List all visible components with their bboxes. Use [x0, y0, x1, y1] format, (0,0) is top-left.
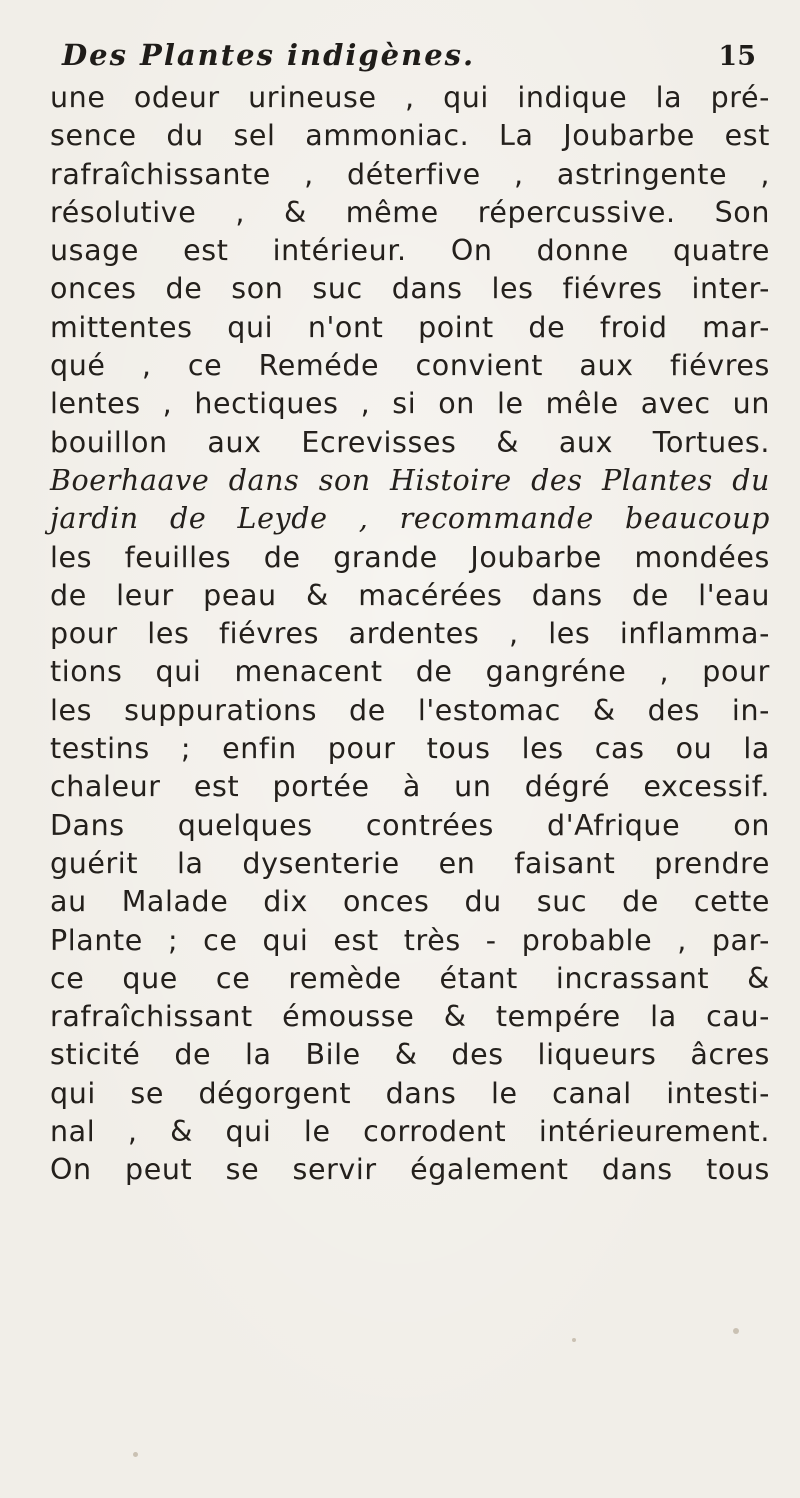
paper-speck	[733, 1328, 739, 1334]
paper-speck	[133, 1452, 138, 1457]
text-line: On peut se servir également dans tous	[50, 1153, 770, 1187]
text-line: de leur peau & macérées dans de l'eau	[50, 578, 770, 612]
paper-speck	[572, 1338, 576, 1342]
text-line: sticité de la Bile & des liqueurs âcres	[50, 1038, 770, 1072]
text-line: usage est intérieur. On donne quatre	[50, 234, 770, 268]
text-line-italic-reference: Boerhaave dans son Histoire des Plantes du	[50, 463, 770, 497]
text-line: qué , ce Reméde convient aux fiévres	[50, 349, 770, 383]
text-line: ce que ce remède étant incrassant &	[50, 961, 770, 995]
text-line: mittentes qui n'ont point de froid mar-	[50, 310, 770, 344]
text-line: onces de son suc dans les fiévres inter-	[50, 272, 770, 306]
text-line: les feuilles de grande Joubarbe mondées	[50, 540, 770, 574]
text-line: pour les fiévres ardentes , les inflamma-	[50, 617, 770, 651]
text-line: bouillon aux Ecrevisses & aux Tortues.	[50, 425, 770, 459]
text-line: Plante ; ce qui est très - probable , par-	[50, 923, 770, 957]
text-line: chaleur est portée à un dégré excessif.	[50, 770, 770, 804]
running-title: Des Plantes indigènes.	[62, 38, 476, 72]
text-line: au Malade dix onces du suc de cette	[50, 885, 770, 919]
text-line-italic-reference: jardin de Leyde , recommande beaucoup	[50, 502, 770, 536]
text-line: qui se dégorgent dans le canal intesti-	[50, 1076, 770, 1110]
text-line: lentes , hectiques , si on le mêle avec un	[50, 387, 770, 421]
text-line: testins ; enfin pour tous les cas ou la	[50, 732, 770, 766]
text-line: tions qui menacent de gangréne , pour	[50, 655, 770, 689]
page-number: 15	[718, 41, 756, 72]
text-line: Dans quelques contrées d'Afrique on	[50, 808, 770, 842]
running-head	[62, 14, 760, 72]
text-line: guérit la dysenterie en faisant prendre	[50, 846, 770, 880]
text-line: résolutive , & même répercussive. Son	[50, 195, 770, 229]
text-line: sence du sel ammoniac. La Joubarbe est	[50, 119, 770, 153]
text-line: une odeur urineuse , qui indique la pré-	[50, 81, 770, 114]
text-line: les suppurations de l'estomac & des in-	[50, 693, 770, 727]
text-line: rafraîchissante , déterfive , astringente ,	[50, 157, 770, 191]
text-line: rafraîchissant émousse & tempére la cau-	[50, 1000, 770, 1034]
body-text	[50, 79, 770, 1190]
text-line: nal , & qui le corrodent intérieurement.	[50, 1115, 770, 1149]
